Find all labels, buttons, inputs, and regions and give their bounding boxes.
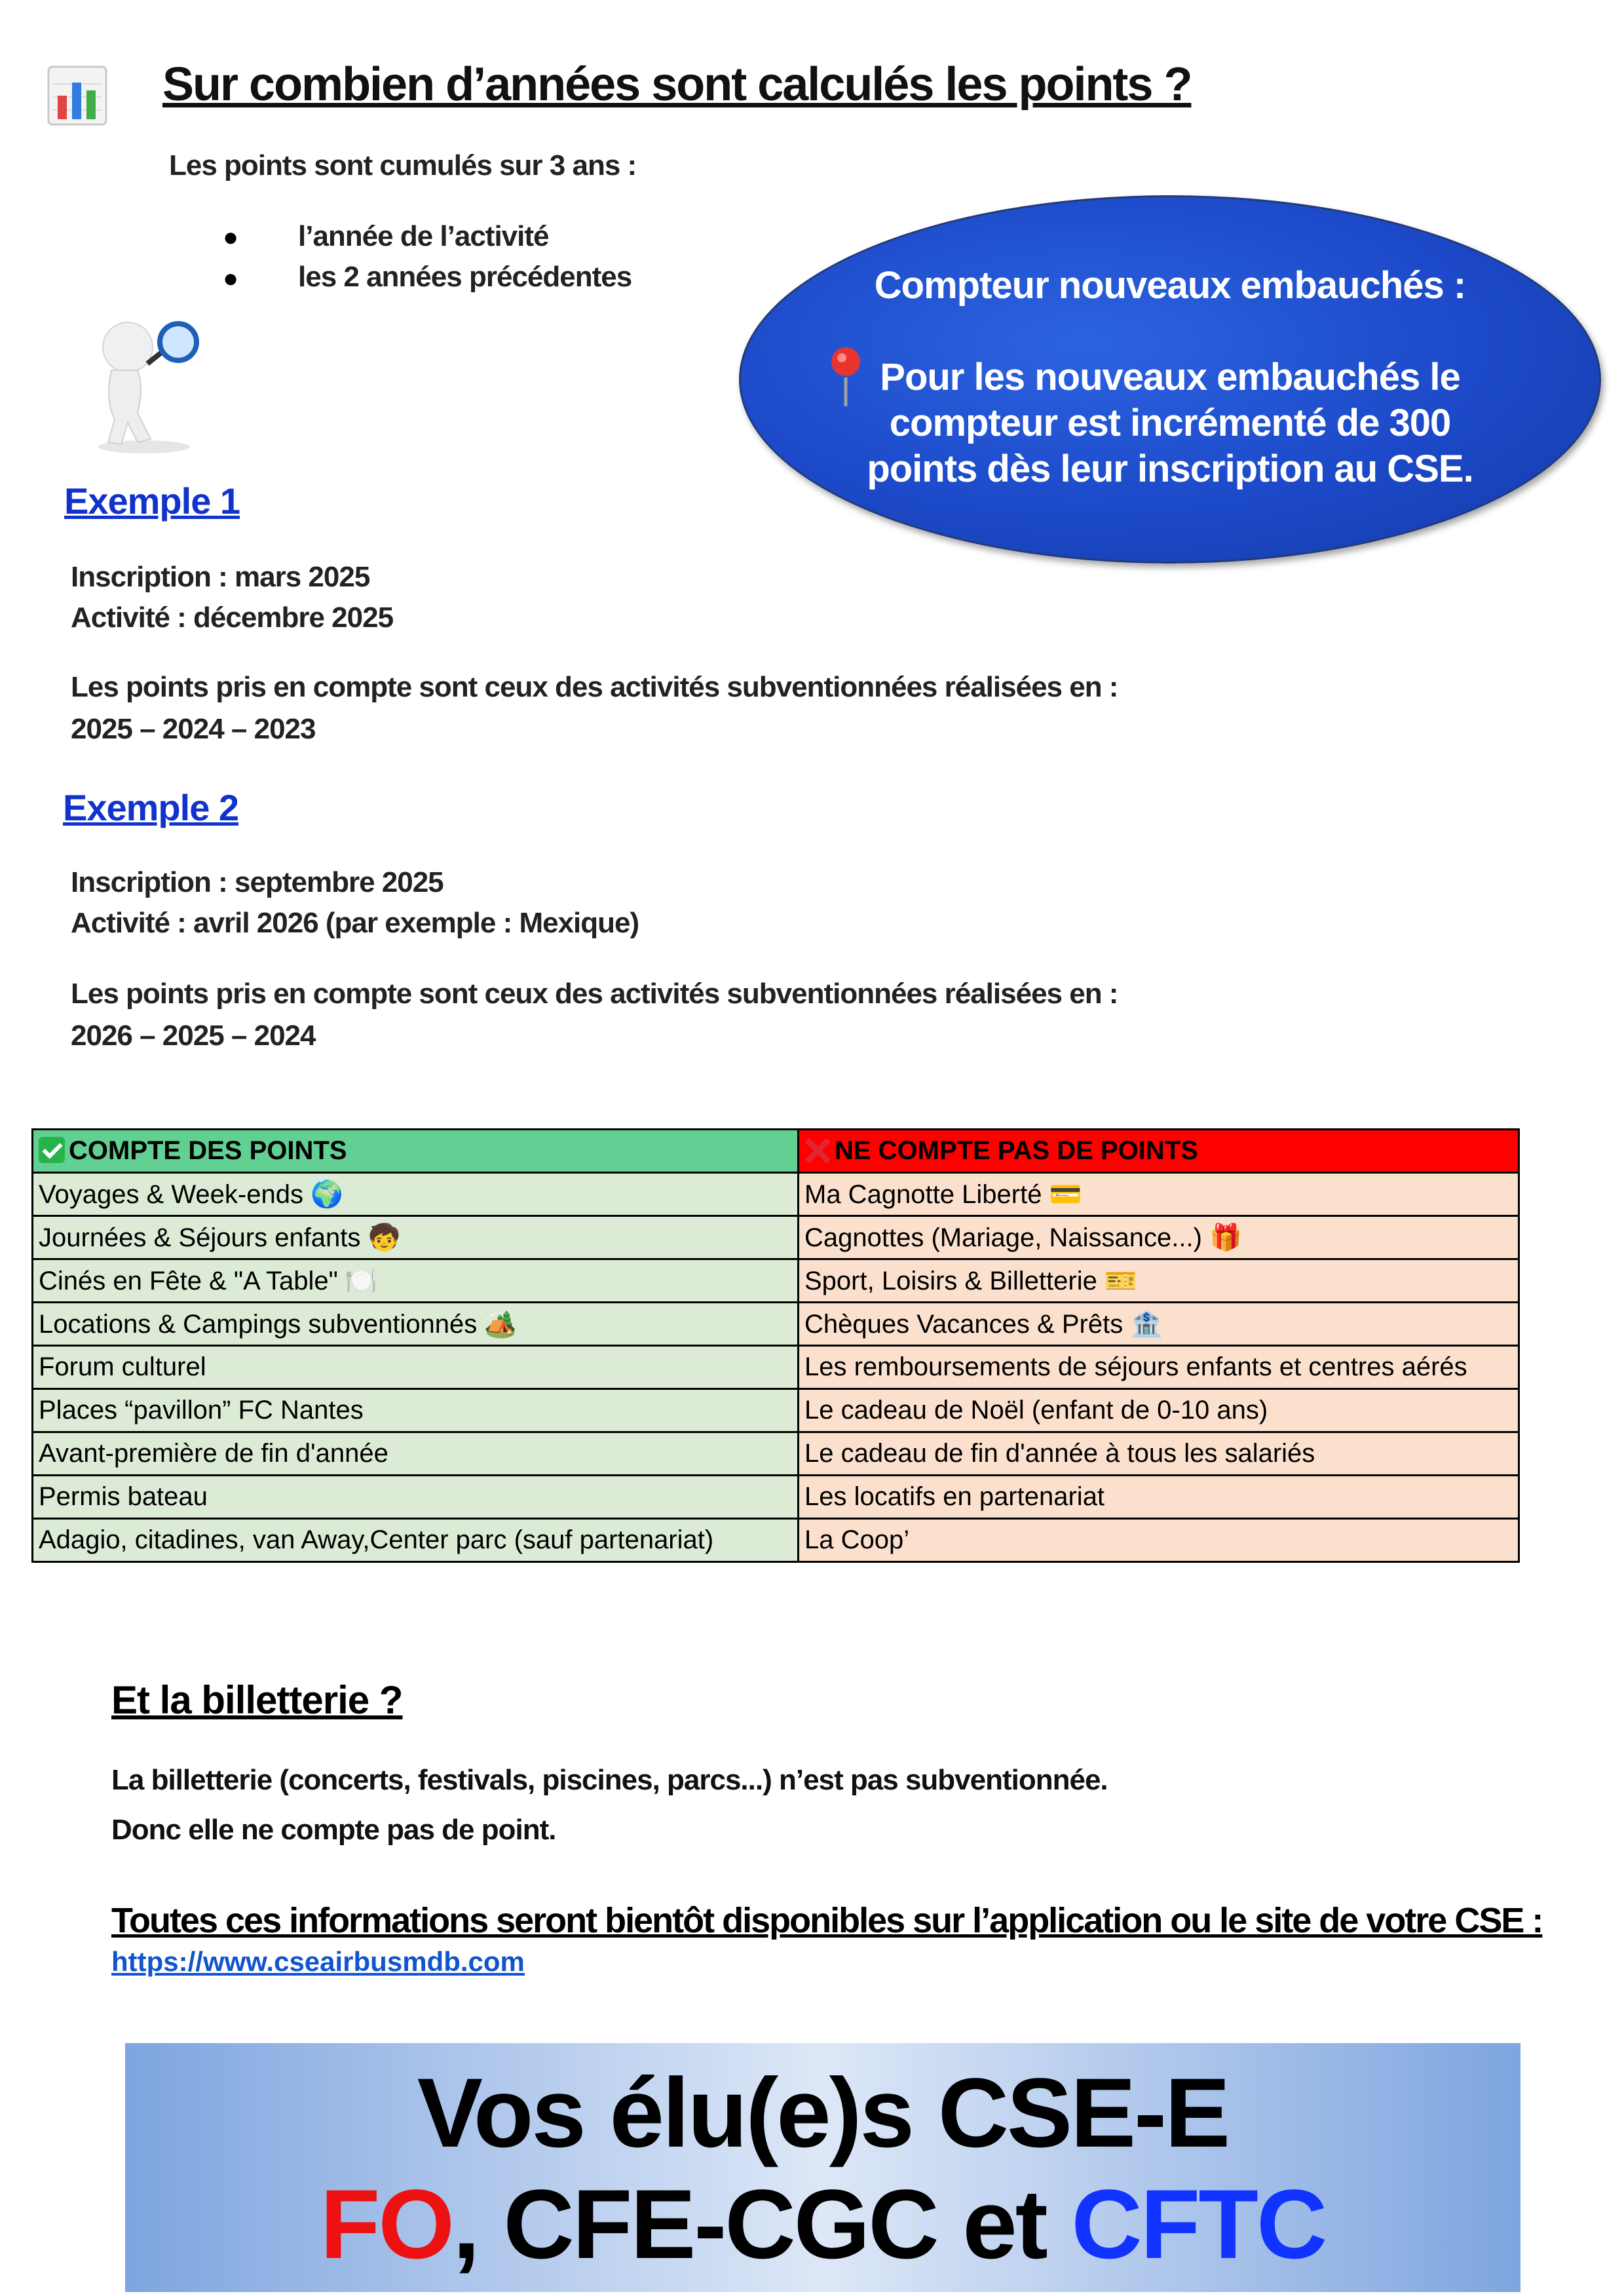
page-title: Sur combien d’années sont calculés les points ? [162, 58, 1192, 111]
magnifier-person-icon [66, 308, 216, 459]
table-cell-no-count: La Coop’ [799, 1519, 1519, 1562]
callout-line-3: points dès leur inscription au CSE. [867, 448, 1473, 490]
table-cell-no-count: Sport, Loisirs & Billetterie 🎫 [799, 1259, 1519, 1303]
table-cell-counts: Voyages & Week-ends 🌍 [33, 1173, 799, 1216]
billetterie-line-2: Donc elle ne compte pas de point. [111, 1814, 556, 1846]
pushpin-icon [826, 345, 865, 408]
table-row [33, 1259, 1519, 1303]
table-row [33, 1432, 1519, 1476]
example-1-inscription: Inscription : mars 2025 [71, 561, 370, 593]
bullet-item-2: les 2 années précédentes [298, 261, 632, 293]
header-left-label: COMPTE DES POINTS [69, 1136, 347, 1165]
cftc-label: CFTC [1071, 2169, 1326, 2279]
table-cell-no-count: Ma Cagnotte Liberté 💳 [799, 1173, 1519, 1216]
banner-line-1: Vos élu(e)s CSE-E [417, 2057, 1229, 2168]
table-cell-counts: Permis bateau [33, 1476, 799, 1519]
table-row [33, 1173, 1519, 1216]
table-row [33, 1216, 1519, 1259]
table-row [33, 1303, 1519, 1346]
banner-line-2 [125, 2168, 1520, 2281]
fo-label: FO [320, 2169, 453, 2279]
table-cell-counts: Forum culturel [33, 1346, 799, 1389]
header-right-label: NE COMPTE PAS DE POINTS [835, 1136, 1198, 1165]
table-cell-no-count: Les locatifs en partenariat [799, 1476, 1519, 1519]
example-1-title: Exemple 1 [64, 480, 240, 522]
example-2-inscription: Inscription : septembre 2025 [71, 866, 444, 898]
table-cell-counts: Adagio, citadines, van Away,Center parc (sauf partenariat) [33, 1519, 799, 1562]
callout-line-2: compteur est incrémenté de 300 [889, 402, 1451, 444]
table-cell-counts: Locations & Campings subventionnés 🏕️ [33, 1303, 799, 1346]
cross-icon [804, 1137, 831, 1163]
cse-website-link[interactable]: https://www.cseairbusmdb.com [111, 1946, 525, 1977]
example-2-years: 2026 – 2025 – 2024 [71, 1020, 316, 1052]
header-no-points [799, 1130, 1519, 1173]
table-row [33, 1389, 1519, 1432]
example-2-title: Exemple 2 [63, 787, 239, 828]
table-cell-no-count: Les remboursements de séjours enfants et centres aérés [799, 1346, 1519, 1389]
info-text: Toutes ces informations seront bientôt disponibles sur l’application ou le site de votre CSE : [111, 1901, 1543, 1940]
bullet-dot: ● [223, 223, 239, 252]
example-1-activite: Activité : décembre 2025 [71, 602, 394, 634]
table-cell-counts: Cinés en Fête & "A Table" 🍽️ [33, 1259, 799, 1303]
bullet-item-1: l’année de l’activité [298, 220, 549, 252]
example-2-points-text: Les points pris en compte sont ceux des activités subventionnées réalisées en : [71, 978, 1118, 1010]
check-icon [39, 1137, 65, 1163]
bar-chart-icon [46, 64, 109, 127]
billetterie-line-1: La billetterie (concerts, festivals, piscines, parcs...) n’est pas subventionnée. [111, 1764, 1108, 1796]
example-1-points-text: Les points pris en compte sont ceux des activités subventionnées réalisées en : [71, 671, 1118, 703]
table-cell-counts: Places “pavillon” FC Nantes [33, 1389, 799, 1432]
table-cell-no-count: Le cadeau de fin d'année à tous les salariés [799, 1432, 1519, 1476]
table-cell-no-count: Chèques Vacances & Prêts 🏦 [799, 1303, 1519, 1346]
bullet-dot: ● [223, 264, 239, 293]
billetterie-title: Et la billetterie ? [111, 1678, 403, 1722]
table-cell-counts: Journées & Séjours enfants 🧒 [33, 1216, 799, 1259]
callout-title: Compteur nouveaux embauchés : [874, 264, 1466, 307]
header-counts-points [33, 1130, 799, 1173]
table-header-row [33, 1130, 1519, 1173]
banner-separator: , CFE-CGC et [453, 2169, 1072, 2279]
example-2-activite: Activité : avril 2026 (par exemple : Mexique) [71, 907, 639, 939]
new-hires-callout [739, 195, 1601, 564]
table-row [33, 1476, 1519, 1519]
callout-line-1: Pour les nouveaux embauchés le [880, 356, 1460, 398]
table-cell-counts: Avant-première de fin d'année [33, 1432, 799, 1476]
table-row [33, 1519, 1519, 1562]
points-table [31, 1128, 1520, 1563]
table-cell-no-count: Cagnottes (Mariage, Naissance...) 🎁 [799, 1216, 1519, 1259]
elected-representatives-banner [125, 2043, 1520, 2292]
table-cell-no-count: Le cadeau de Noël (enfant de 0-10 ans) [799, 1389, 1519, 1432]
table-row [33, 1346, 1519, 1389]
example-1-years: 2025 – 2024 – 2023 [71, 713, 316, 745]
intro-text: Les points sont cumulés sur 3 ans : [169, 149, 637, 182]
